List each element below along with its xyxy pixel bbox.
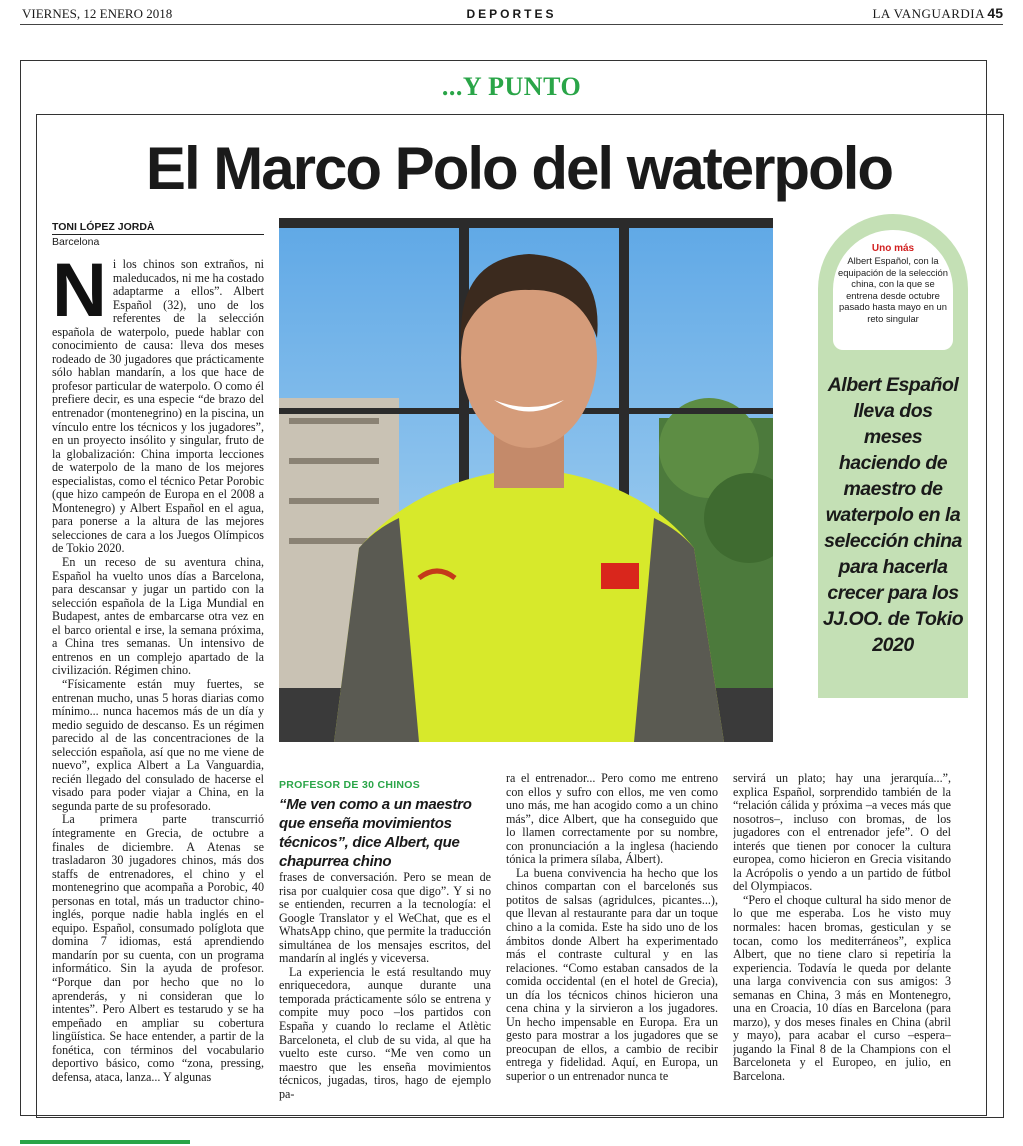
photo-illustration: [279, 218, 773, 742]
article-column-3: [506, 772, 718, 1118]
paragraph: ra el entrenador... Pero como me entreno con ellos y sufro con ellos, me ven como uno más, me han acogido como a un chino más”, dice Albert, que ha conseguido que lo llamen correctamente por su nombre, con pronunciación a la inglesa (haciendo tónica la primera sílaba, Álbert).: [506, 772, 718, 867]
footer-accent-bar: [20, 1140, 190, 1144]
byline-author: TONI LÓPEZ JORDÀ: [52, 221, 264, 235]
caption-title: Uno más: [871, 243, 915, 254]
pull-quote: Albert Español lleva dos meses haciendo de maestro de waterpolo en la selección china para hacerla crecer para los JJ.OO. de Tokio 2020: [822, 374, 964, 656]
headline: El Marco Polo del waterpolo: [145, 135, 893, 202]
article-column-4: [733, 772, 951, 1118]
paragraph: La primera parte transcurrió íntegramente en Grecia, de octubre a finales de diciembre. A Atenas se trasladaron 30 jugadores chinos, más dos staffs de entrenadores, el chino y el montenegrino que acompaña a Porobic, 40 personas en total, más un traductor chino-inglés, porque nadie habla inglés en el equipo. Español, consumado políglota que domina 7 idiomas, está aprendiendo mandarín por su cuenta, con un programa informático. Sin la ayuda de profesor. “Porque dan por hecho que no lo aprenderás, y ni consideran que lo intentes”. Pero Albert es testarudo y se ha empeñado en ampliar su cobertura lingüística. Se hace entender, a partir de la fonética, con términos del vocabulario deportivo básico, como “zona, pressing, defensa, ataca, lanza... Y algunas: [52, 812, 264, 1084]
article-column-1: [52, 258, 264, 1118]
article-column-2: [279, 871, 491, 1119]
byline-place: Barcelona: [52, 236, 100, 248]
paragraph: La experiencia le está resultando muy enriquecedora, aunque durante una temporada prácticamente sólo se entrena y compite muy poco –los partidos con España y cuando lo reclame el Atlètic Barceloneta, el club de su vida, al que ha vuelto este curso. “Me ven como un maestro que les enseña movimientos técnicos, jugadas, tiros, hago de ejemplo pa-: [279, 964, 491, 1101]
subheading-quote: “Me ven como a un maestro que enseña movimientos técnicos”, dice Albert, que chapurrea chino: [279, 796, 472, 870]
header-page-number: 45: [987, 5, 1003, 21]
paragraph: En un receso de su aventura china, Español ha vuelto unos días a Barcelona, para descansar y jugar un partido con la selección española de la Liga Mundial en Budapest, antes de embarcarse otra vez en el barco oriental e irse, la semana próxima, a China tres semanas. Un intensivo de entrenos en un complejo apartado de la civilización. Régimen chino.: [52, 555, 264, 678]
byline: [52, 221, 264, 248]
paragraph: “Físicamente están muy fuertes, se entrenan mucho, unas 5 horas diarias como mínimo... nunca hacemos más de un día y medio seguido de descanso. Es un régimen parecido al de las concentraciones de la selección española, así que no me viene de nuevo”, explica Albert a La Vanguardia, recién llegado del consulado de hacerse el visado para poder viajar a China, en la segunda parte de su profesorado.: [52, 676, 264, 813]
paragraph: i los chinos son extraños, ni maleducados, ni me ha costado adaptarme a ellos”. Albert Español (32), uno de los referentes de la selección española de waterpolo, puede hablar con conocimiento de causa: lleva dos meses rodeado de 30 jugadores que prácticamente sólo hablan mandarín, a los que hace de profesor particular de waterpolo. O como él prefiere decir, es una especie “de brazo del entrenador (montenegrino) en la piscina, un vínculo entre los técnicos y los jugadores”, en un proyecto insólito y singular, fruto de la globalización: China importa lecciones de waterpolo de la mano de los mejores especialistas, como el técnico Petar Porobic (que hizo campeón de Europa en el 2008 a Montenegro) y Albert Español en el agua, para ponerse a la altura de las mejores selecciones de cara a los Juegos Olímpicos de Tokio 2020.: [52, 258, 264, 556]
paragraph: “Pero el choque cultural ha sido menor de lo que me esperaba. Los he visto muy normales: hacen bromas, gesticulan y se tocan, como los mediterráneos”, explica Albert, que no tiene claro si repetiría la experiencia. Todavía le queda por delante una larga convivencia con sus amigos: 3 semanas en China, 3 más en Montenegro, una en Croacia, 10 días en Barcelona (para marzo), y dos meses finales en China (abril y mayo), para acabar el curso –espera– jugando la Final 8 de la Champions con el Barceloneta y el Europeo, en julio, en Barcelona.: [733, 892, 951, 1084]
article-photo: [279, 218, 773, 742]
paragraph: servirá un plato; hay una jerarquía...”, explica Español, sorprendido también de la “relación cálida y próxima –a veces más que nosotros–, incluso con bromas, de los jugadores con el entrenador jefe”. O del interés que tienen por conocer la cultura europea, como hicieron en Grecia visitando la Acrópolis o yendo a un partido de fútbol del Olympiacos.: [733, 772, 951, 894]
header-date: VIERNES, 12 ENERO 2018: [22, 6, 173, 21]
paragraph: frases de conversación. Pero se mean de risa por cualquier cosa que digo”. Y si no se entienden, recurren a la tecnología: el Google Translator y el WeChat, que es el WhatsApp chino, que permite la traducción simultánea de los mensajes escritos, del mandarín al inglés y viceversa.: [279, 871, 491, 966]
header-rule: [20, 24, 1003, 25]
header-section: DEPORTES: [466, 7, 557, 21]
caption-text: Albert Español, con la equipación de la selección china, con la que se entrena desde octubre pasado hasta mayo en un reto singular: [838, 255, 948, 324]
paragraph: La buena convivencia ha hecho que los chinos compartan con el barcelonés sus potitos de salsas (agridulces, picantes...), que llevan al restaurante para dar un toque chino a la comida. Este ha sido uno de los ámbitos donde Albert ha experimentado más el contraste cultural y en las relaciones. “Como estaban cansados de la comida occidental (en el hotel de Grecia), un día los técnicos chinos hicieron una cena china y la sirvieron a los jugadores. Un hecho impensable en Europa. Era un gesto para mostrar a los jugadores que se preocupan de ellos, a cambio de recibir entrega y fidelidad. Aquí, en Europa, un superior o un entrenador nunca te: [506, 865, 718, 1084]
header-paper-name: LA VANGUARDIA: [872, 6, 985, 21]
subheading-label: PROFESOR DE 30 CHINOS: [279, 779, 421, 791]
section-tag: ...Y PUNTO: [441, 72, 582, 101]
dropcap: N: [52, 258, 107, 333]
